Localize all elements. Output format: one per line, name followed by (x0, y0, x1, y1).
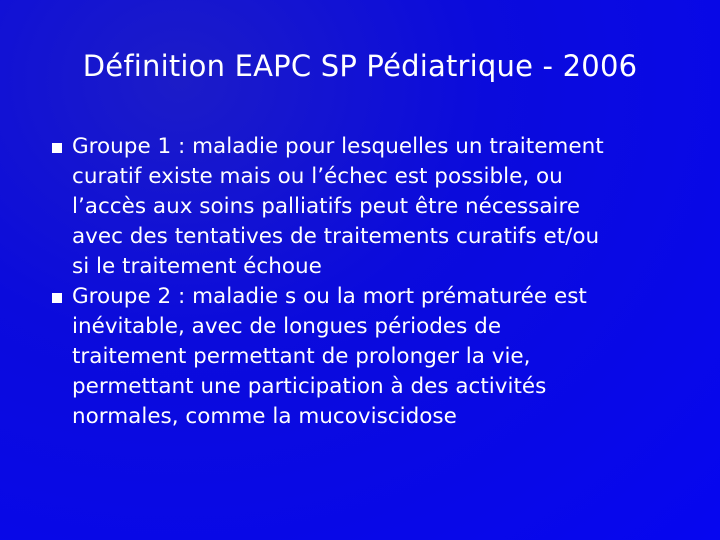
slide-title: Définition EAPC SP Pédiatrique - 2006 (82, 49, 638, 83)
bullet-item-group-1 (52, 132, 692, 282)
bullet-text-line: permettant une participation à des activités (72, 374, 547, 399)
bullet-text-line: l’accès aux soins palliatifs peut être nécessaire (72, 194, 581, 219)
square-bullet-icon (52, 143, 62, 153)
bullet-text-line: Groupe 1 : maladie pour lesquelles un traitement (72, 134, 604, 159)
bullet-text-line: curatif existe mais ou l’échec est possible, ou (72, 164, 563, 189)
bullet-text-line: inévitable, avec de longues périodes de (72, 314, 502, 339)
bullet-text-line: traitement permettant de prolonger la vie, (72, 344, 531, 369)
bullet-item-group-2 (52, 282, 692, 432)
bullet-text-line: si le traitement échoue (72, 254, 322, 279)
square-bullet-icon (52, 293, 62, 303)
bullet-text-line: avec des tentatives de traitements curatifs et/ou (72, 224, 600, 249)
bullet-text-line: normales, comme la mucoviscidose (72, 404, 457, 429)
bullet-text-line: Groupe 2 : maladie s ou la mort prématurée est (72, 284, 587, 309)
bullet-list (52, 132, 692, 432)
